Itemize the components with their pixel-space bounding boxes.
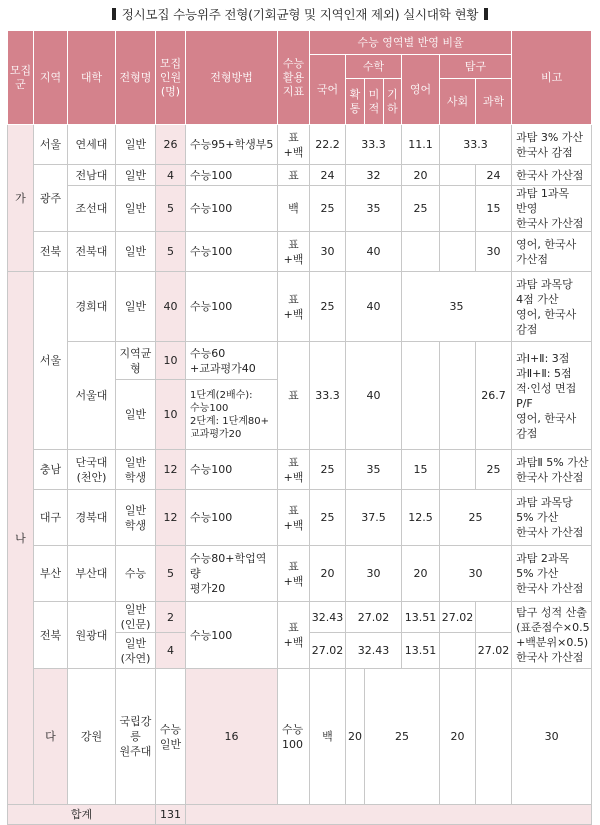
quota-cell: 10	[156, 380, 186, 450]
math-cell: 33.3	[346, 125, 402, 165]
region-cell: 부산	[34, 546, 68, 602]
social-cell	[440, 450, 476, 490]
science-cell: 26.7	[476, 342, 512, 450]
type-cell: 일반	[116, 125, 156, 165]
korean-cell: 27.02	[310, 633, 346, 669]
university-cell: 전남대	[68, 165, 116, 186]
method-cell: 수능100	[186, 450, 278, 490]
university-cell: 원광대	[68, 602, 116, 669]
method-cell: 1단계(2배수): 수능100 2단계: 1단계80+ 교과평가20	[186, 380, 278, 450]
math-cell: 35	[346, 450, 402, 490]
index-cell: 표+백	[278, 232, 310, 272]
method-cell: 수능95+학생부5	[186, 125, 278, 165]
method-cell: 수능100	[186, 165, 278, 186]
region-cell: 전북	[34, 602, 68, 669]
english-cell	[402, 232, 440, 272]
quota-cell: 26	[156, 125, 186, 165]
total-label: 합계	[8, 805, 156, 825]
social-cell	[440, 342, 476, 450]
table-row	[8, 450, 592, 490]
social-cell	[440, 232, 476, 272]
table-row	[8, 186, 592, 232]
science-cell: 30	[476, 232, 512, 272]
inquiry-cell: 33.3	[440, 125, 512, 165]
university-cell: 부산대	[68, 546, 116, 602]
english-cell: 20	[440, 669, 476, 805]
header-university: 대학	[68, 31, 116, 125]
total-row	[8, 805, 592, 825]
korean-cell: 20	[346, 669, 365, 805]
math-cell: 40	[346, 342, 402, 450]
header-math: 수학	[346, 55, 402, 79]
header-admission-type: 전형명	[116, 31, 156, 125]
quota-cell: 10	[156, 342, 186, 380]
quota-cell: 2	[156, 602, 186, 633]
index-cell: 백	[278, 186, 310, 232]
group-cell: 가	[8, 125, 34, 272]
quota-cell: 40	[156, 272, 186, 342]
header-method: 전형방법	[186, 31, 278, 125]
quota-cell: 4	[156, 165, 186, 186]
math-cell: 40	[346, 272, 402, 342]
korean-cell: 25	[310, 186, 346, 232]
header-english: 영어	[402, 55, 440, 125]
social-cell: 27.02	[440, 602, 476, 633]
science-cell: 15	[476, 186, 512, 232]
header-inquiry: 탐구	[440, 55, 512, 79]
quota-cell: 12	[156, 490, 186, 546]
method-cell: 수능100	[186, 602, 278, 669]
index-cell: 표+백	[278, 450, 310, 490]
inquiry-cell: 30	[440, 546, 512, 602]
korean-cell: 32.43	[310, 602, 346, 633]
method-cell: 수능80+학업역량 평가20	[186, 546, 278, 602]
math-cell: 32	[346, 165, 402, 186]
region-cell: 서울	[34, 272, 68, 450]
method-cell: 수능100	[186, 272, 278, 342]
table-row	[8, 165, 592, 186]
note-cell: 과Ⅰ+Ⅱ: 3점 과Ⅱ+Ⅱ: 5점 적·인성 면접 P/F 영어, 한국사 감점	[512, 342, 592, 450]
method-cell: 수능60 +교과평가40	[186, 342, 278, 380]
type-cell: 일반 학생	[116, 490, 156, 546]
total-empty	[186, 805, 592, 825]
social-cell	[440, 633, 476, 669]
english-cell: 11.1	[402, 125, 440, 165]
english-cell: 12.5	[402, 490, 440, 546]
region-cell: 대구	[34, 490, 68, 546]
quota-cell: 16	[186, 669, 278, 805]
university-cell: 국립강릉 원주대	[116, 669, 156, 805]
header-region: 지역	[34, 31, 68, 125]
math-cell: 40	[346, 232, 402, 272]
region-cell: 전북	[34, 232, 68, 272]
social-cell	[440, 165, 476, 186]
note-cell: 과탐 2과목 5% 가산 한국사 가산점	[512, 546, 592, 602]
social-cell	[476, 669, 512, 805]
note-cell: 과탐Ⅱ 5% 가산 한국사 가산점	[512, 450, 592, 490]
group-cell: 다	[34, 669, 68, 805]
header-math-sub: 기하	[384, 79, 402, 125]
method-cell: 수능100	[186, 490, 278, 546]
science-cell: 30	[512, 669, 592, 805]
english-cell: 13.51	[402, 602, 440, 633]
title-bar-left	[112, 8, 116, 20]
index-cell: 표	[278, 342, 310, 450]
table-row	[8, 232, 592, 272]
science-cell: 24	[476, 165, 512, 186]
header-korean: 국어	[310, 55, 346, 125]
header-quota: 모집인원(명)	[156, 31, 186, 125]
index-cell: 표+백	[278, 546, 310, 602]
type-cell: 일반	[116, 165, 156, 186]
quota-cell: 4	[156, 633, 186, 669]
admission-table	[7, 30, 592, 825]
university-cell: 단국대 (천안)	[68, 450, 116, 490]
korean-cell: 30	[310, 232, 346, 272]
korean-cell: 25	[310, 450, 346, 490]
korean-cell: 24	[310, 165, 346, 186]
title-bar-right	[484, 8, 488, 20]
type-cell: 일반 학생	[116, 450, 156, 490]
header-group: 모집군	[8, 31, 34, 125]
region-cell: 광주	[34, 165, 68, 232]
english-cell: 25	[402, 186, 440, 232]
method-cell: 수능100	[278, 669, 310, 805]
type-cell: 일반	[116, 186, 156, 232]
header-note: 비고	[512, 31, 592, 125]
region-cell: 충남	[34, 450, 68, 490]
table-row	[8, 490, 592, 546]
type-cell: 수능	[116, 546, 156, 602]
type-cell: 일반 (자연)	[116, 633, 156, 669]
english-cell	[402, 342, 440, 450]
index-cell: 표	[278, 165, 310, 186]
header-math-sub: 미적	[365, 79, 384, 125]
type-cell: 지역균형	[116, 342, 156, 380]
method-cell: 수능100	[186, 186, 278, 232]
university-cell: 전북대	[68, 232, 116, 272]
header-ratio: 수능 영역별 반영 비율	[310, 31, 512, 55]
index-cell: 표+백	[278, 125, 310, 165]
math-cell: 25	[365, 669, 440, 805]
quota-cell: 5	[156, 232, 186, 272]
korean-cell: 25	[310, 490, 346, 546]
university-cell: 연세대	[68, 125, 116, 165]
note-cell: 과탐 과목당 5% 가산 한국사 가산점	[512, 490, 592, 546]
quota-cell: 5	[156, 186, 186, 232]
type-cell: 수능 일반	[156, 669, 186, 805]
english-cell: 20	[402, 546, 440, 602]
note-cell: 영어, 한국사 가산점	[512, 232, 592, 272]
inquiry-cell: 25	[440, 490, 512, 546]
table-row	[8, 272, 592, 342]
type-cell: 일반	[116, 380, 156, 450]
university-cell: 경북대	[68, 490, 116, 546]
university-cell: 서울대	[68, 342, 116, 450]
english-cell: 15	[402, 450, 440, 490]
header-science: 과학	[476, 79, 512, 125]
table-row	[8, 602, 592, 633]
note-cell: 과탐 3% 가산 한국사 감점	[512, 125, 592, 165]
total-value: 131	[156, 805, 186, 825]
english-inquiry-cell: 35	[402, 272, 512, 342]
index-cell: 표+백	[278, 272, 310, 342]
header-score-index: 수능활용지표	[278, 31, 310, 125]
note-cell: 탐구 성적 산출 (표준점수×0.5 +백분위×0.5) 한국사 가산점	[512, 602, 592, 669]
region-cell: 강원	[68, 669, 116, 805]
type-cell: 일반	[116, 232, 156, 272]
region-cell: 서울	[34, 125, 68, 165]
quota-cell: 5	[156, 546, 186, 602]
math-cell: 35	[346, 186, 402, 232]
method-cell: 수능100	[186, 232, 278, 272]
table-row	[8, 546, 592, 602]
korean-cell: 20	[310, 546, 346, 602]
korean-cell: 25	[310, 272, 346, 342]
math-cell: 27.02	[346, 602, 402, 633]
index-cell: 표+백	[278, 602, 310, 669]
university-cell: 조선대	[68, 186, 116, 232]
table-row	[8, 342, 592, 380]
type-cell: 일반	[116, 272, 156, 342]
note-cell: 한국사 가산점	[512, 165, 592, 186]
table-row	[8, 125, 592, 165]
group-cell: 나	[8, 272, 34, 805]
header-social: 사회	[440, 79, 476, 125]
title-text: 정시모집 수능위주 전형(기회균형 및 지역인재 제외) 실시대학 현황	[121, 7, 479, 22]
social-cell	[440, 186, 476, 232]
math-cell: 30	[346, 546, 402, 602]
math-cell: 32.43	[346, 633, 402, 669]
type-cell: 일반 (인문)	[116, 602, 156, 633]
header-math-sub: 확통	[346, 79, 365, 125]
quota-cell: 12	[156, 450, 186, 490]
science-cell: 25	[476, 450, 512, 490]
science-cell: 27.02	[476, 633, 512, 669]
note-cell: 과탐 과목당 4점 가산 영어, 한국사 감점	[512, 272, 592, 342]
university-cell: 경희대	[68, 272, 116, 342]
index-cell: 표+백	[278, 490, 310, 546]
english-cell: 20	[402, 165, 440, 186]
science-cell	[476, 602, 512, 633]
table-row	[8, 669, 592, 805]
page-title	[0, 0, 600, 30]
english-cell: 13.51	[402, 633, 440, 669]
index-cell: 백	[310, 669, 346, 805]
math-cell: 37.5	[346, 490, 402, 546]
korean-cell: 33.3	[310, 342, 346, 450]
korean-cell: 22.2	[310, 125, 346, 165]
note-cell: 과탐 1과목 반영 한국사 가산점	[512, 186, 592, 232]
